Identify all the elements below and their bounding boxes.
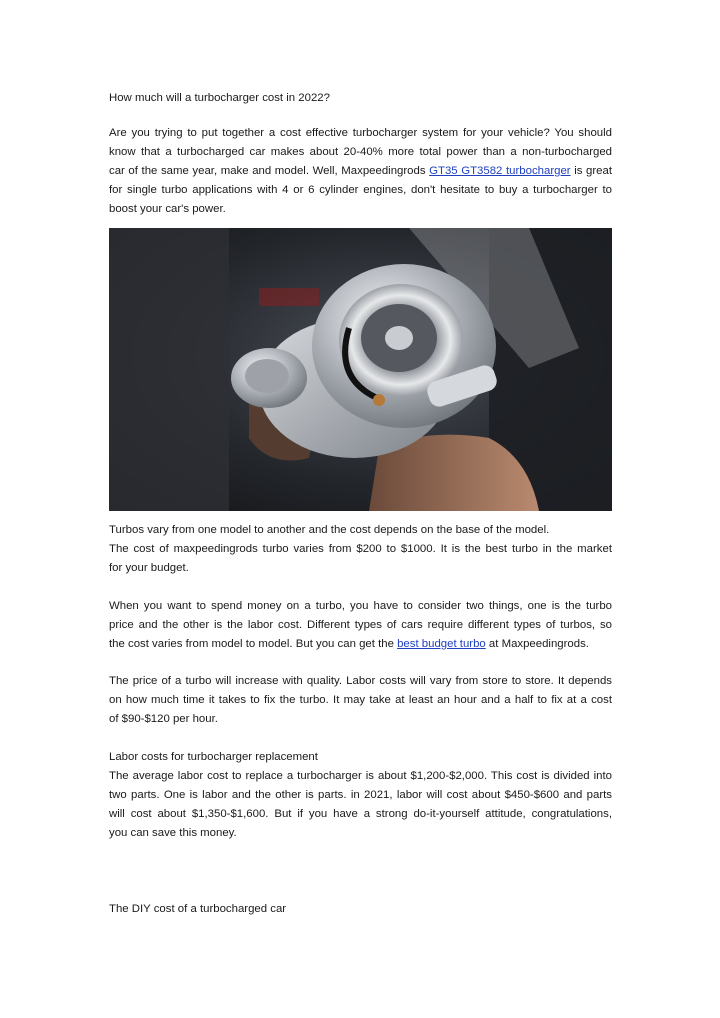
turbo-cost-line-2: The cost of maxpeedingrods turbo varies from $200 to $1000. It is the best turbo in the market [109, 543, 612, 555]
diy-section-title: The DIY cost of a turbocharged car [109, 903, 287, 915]
labor-line-1: The average labor cost to replace a turbocharger is about $1,200-$2,000. This cost is divided into [109, 770, 612, 782]
document-heading: How much will a turbocharger cost in 2022? [109, 92, 330, 104]
spending-line-2: price and the other is the labor cost. Different types of cars require different types of turbos, so [109, 619, 612, 631]
intro-line-5: boost your car's power. [109, 203, 226, 215]
spending-line-3-tail: at Maxpeedingrods. [485, 638, 589, 650]
labor-section-title: Labor costs for turbocharger replacement [109, 751, 318, 763]
intro-line-4: for single turbo applications with 4 or 6 cylinder engines, don't hesitate to buy a turbocharger to [109, 184, 612, 196]
gt35-turbocharger-link[interactable]: GT35 GT3582 turbocharger [429, 165, 571, 177]
intro-line-3 [109, 162, 612, 181]
quality-line-3: of $90-$120 per hour. [109, 713, 218, 725]
turbo-cost-line-3: for your budget. [109, 562, 189, 574]
labor-line-3: will cost about $1,350-$1,600. But if you have a strong do-it-yourself attitude, congratulations, [109, 808, 612, 820]
intro-line-3-tail: is great [570, 165, 612, 177]
quality-line-2: on how much time it takes to fix the turbo. It may take at least an hour and a half to fix at a cost [109, 694, 612, 706]
best-budget-turbo-link[interactable]: best budget turbo [397, 638, 486, 650]
intro-line-1: Are you trying to put together a cost effective turbocharger system for your vehicle? You should [109, 127, 612, 139]
turbocharger-photo [109, 228, 612, 511]
intro-line-2: know that a turbocharged car makes about 20-40% more total power than a non-turbocharged [109, 146, 612, 158]
labor-line-2: two parts. One is labor and the other is parts. in 2021, labor will cost about $450-$600 and parts [109, 789, 612, 801]
labor-line-4: you can save this money. [109, 827, 237, 839]
spending-line-1: When you want to spend money on a turbo, you have to consider two things, one is the turbo [109, 600, 612, 612]
spending-line-3 [109, 635, 612, 654]
intro-line-3-text: car of the same year, make and model. Well, Maxpeedingrods [109, 165, 430, 177]
spending-line-3-text: the cost varies from model to model. But you can get the [109, 638, 398, 650]
turbo-cost-line-1: Turbos vary from one model to another and the cost depends on the base of the model. [109, 524, 550, 536]
quality-line-1: The price of a turbo will increase with quality. Labor costs will vary from store to store. It depends [109, 675, 612, 687]
